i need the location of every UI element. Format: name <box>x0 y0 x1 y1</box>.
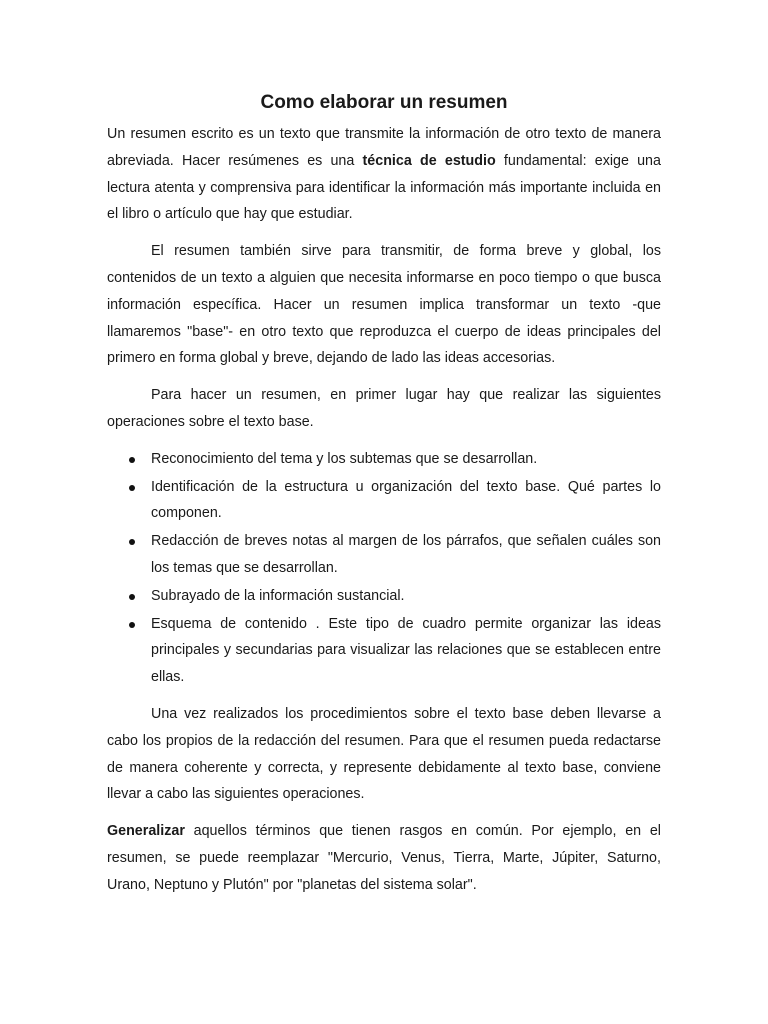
paragraph-summary-purpose: El resumen también sirve para transmitir, de forma breve y global, los contenidos de un texto a alguien que necesita informarse en poco tiempo o que busca información específica. Hacer un resumen implica transformar un texto -que llamaremos "base"- en otro texto que reproduzca el cuerpo de ideas principales del primero en forma global y breve, dejando de lado las ideas accesorias. <box>107 243 661 367</box>
list-item <box>107 611 661 691</box>
paragraph-intro-text-end: fundamental: exige una lectura atenta y comprensiva para identificar la información más importante incluida en el libro o artículo que hay que estudiar. <box>107 152 661 223</box>
list-item-text: Identificación de la estructura u organización del texto base. Qué partes lo componen. <box>151 478 661 522</box>
paragraph-generalizar-text: aquellos términos que tienen rasgos en común. Por ejemplo, en el resumen, se puede reemplazar "Mercurio, Venus, Tierra, Marte, Júpiter, Saturno, Urano, Neptuno y Plutón" por "planetas del sistema solar". <box>107 823 661 893</box>
paragraph-generalizar <box>107 818 661 898</box>
paragraph-intro-text-start: Un resumen escrito es un texto que transmite la información de otro texto de manera abreviada. Hacer resúmenes es una <box>107 126 661 169</box>
list-item <box>107 583 661 610</box>
bold-term-generalizar: Generalizar <box>107 823 185 840</box>
bullet-icon <box>129 485 135 491</box>
list-item-text: Reconocimiento del tema y los subtemas que se desarrollan. <box>151 450 538 467</box>
bold-term-tecnica-de-estudio: técnica de estudio <box>362 152 496 169</box>
operations-list <box>107 446 661 691</box>
list-item-text: Esquema de contenido . Este tipo de cuadro permite organizar las ideas principales y secundarias para visualizar las relaciones que se establecen entre ellas. <box>151 615 661 686</box>
bullet-icon <box>129 622 135 628</box>
list-item <box>107 528 661 582</box>
bullet-icon <box>129 539 135 545</box>
bullet-icon <box>129 594 135 600</box>
list-item <box>107 474 661 528</box>
bullet-icon <box>129 457 135 463</box>
paragraph-drafting: Una vez realizados los procedimientos sobre el texto base deben llevarse a cabo los propios de la redacción del resumen. Para que el resumen pueda redactarse de manera coherente y correcta, y represente debidamente al texto base, conviene llevar a cabo las siguientes operaciones. <box>107 705 661 803</box>
document-title: Como elaborar un resumen <box>260 92 508 113</box>
list-item-text: Redacción de breves notas al margen de los párrafos, que señalen cuáles son los temas que se desarrollan. <box>151 533 661 576</box>
paragraph-intro <box>107 121 661 228</box>
paragraph-operations-intro: Para hacer un resumen, en primer lugar hay que realizar las siguientes operaciones sobre el texto base. <box>107 387 661 430</box>
list-item <box>107 446 661 473</box>
list-item-text: Subrayado de la información sustancial. <box>151 587 405 604</box>
